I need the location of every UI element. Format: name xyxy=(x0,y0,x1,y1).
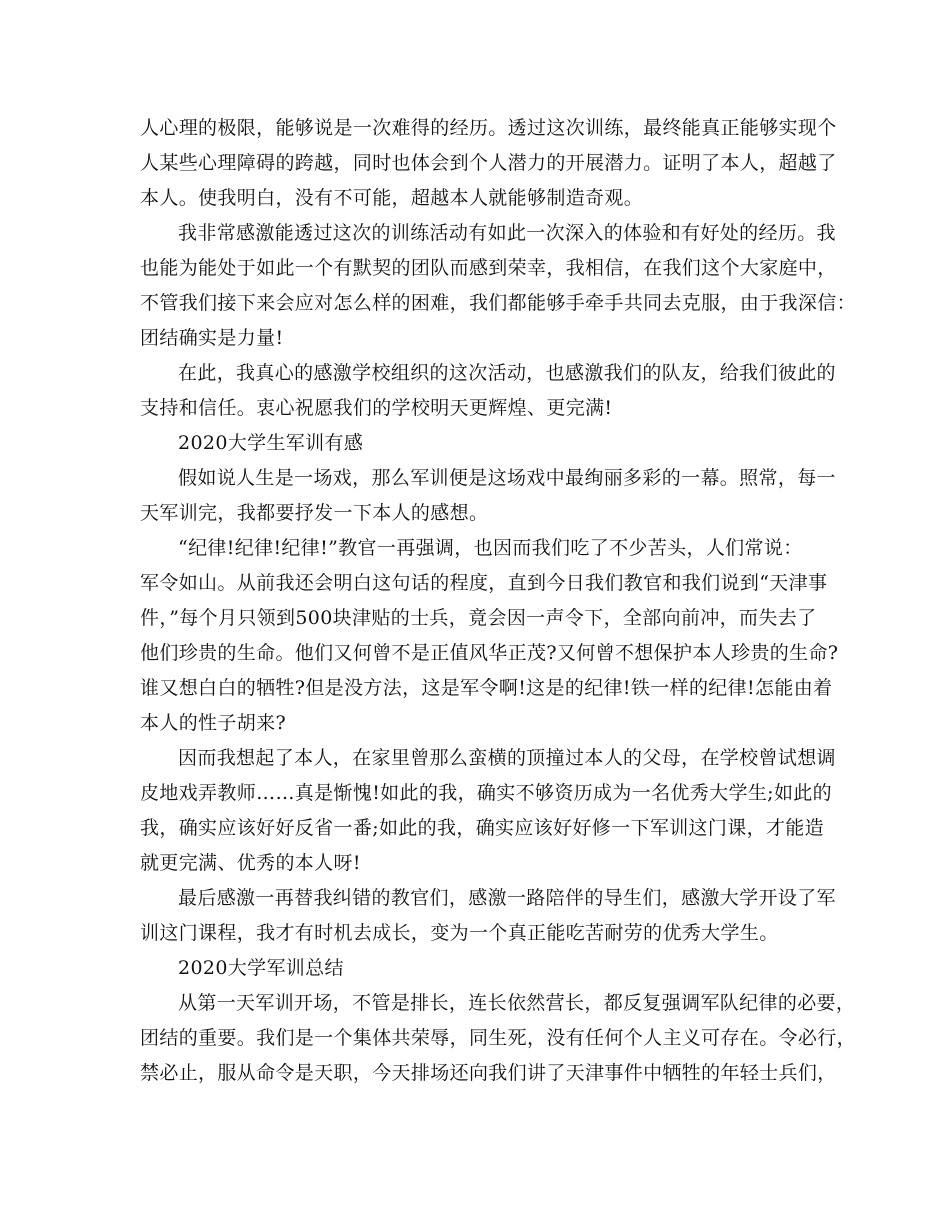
text-line: 件，”每个月只领到500块津贴的士兵，竟会因一声令下，全部向前冲，而失去了 xyxy=(140,607,817,629)
text-line: 训这门课程，我才有时机去成长，变为一个真正能吃苦耐劳的优秀大学生。 xyxy=(140,922,779,944)
text-line: 人心理的极限，能够说是一次难得的经历。透过这次训练，最终能真正能够实现个 xyxy=(140,117,837,139)
text-line: 本人的性子胡来? xyxy=(140,712,286,734)
text-line: 禁必止，服从命令是天职，今天排场还向我们讲了天津事件中牺牲的年轻士兵们， xyxy=(140,1062,837,1084)
text-line: 皮地戏弄教师……真是惭愧!如此的我，确实不够资历成为一名优秀大学生;如此的 xyxy=(140,782,832,804)
text-line: 军令如山。从前我还会明白这句话的程度，直到今日我们教官和我们说到“天津事 xyxy=(140,572,828,594)
text-line: 就更完满、优秀的本人呀! xyxy=(140,852,361,874)
text-line: 我，确实应该好好反省一番;如此的我，确实应该好好修一下军训这门课，才能造 xyxy=(140,817,825,839)
section-heading: 2020大学生军训有感 xyxy=(178,432,364,454)
text-line: 假如说人生是一场戏，那么军训便是这场戏中最绚丽多彩的一幕。照常，每一 xyxy=(178,467,836,489)
text-line: 因而我想起了本人，在家里曾那么蛮横的顶撞过本人的父母，在学校曾试想调 xyxy=(178,747,836,769)
text-line: 团结的重要。我们是一个集体共荣辱，同生死，没有任何个人主义可存在。令必行， xyxy=(140,1027,856,1049)
text-line: 我非常感激能透过这次的训练活动有如此一次深入的体验和有好处的经历。我 xyxy=(178,222,836,244)
text-line: 在此，我真心的感激学校组织的这次活动，也感激我们的队友，给我们彼此的 xyxy=(178,362,836,384)
section-heading: 2020大学军训总结 xyxy=(178,957,344,979)
text-line: 谁又想白白的牺牲?但是没方法，这是军令啊!这是的纪律!铁一样的纪律!怎能由着 xyxy=(140,677,833,699)
text-line: 本人。使我明白，没有不可能，超越本人就能够制造奇观。 xyxy=(140,187,644,209)
text-line: “纪律!纪律!纪律!”教官一再强调，也因而我们吃了不少苦头，人们常说： xyxy=(178,537,803,559)
text-line: 不管我们接下来会应对怎么样的困难，我们都能够手牵手共同去克服，由于我深信： xyxy=(140,292,856,314)
text-line: 支持和信任。衷心祝愿我们的学校明天更辉煌、更完满! xyxy=(140,397,613,419)
text-line: 最后感激一再替我纠错的教官们，感激一路陪伴的导生们，感激大学开设了军 xyxy=(178,887,836,909)
text-line: 人某些心理障碍的跨越，同时也体会到个人潜力的开展潜力。证明了本人，超越了 xyxy=(140,152,837,174)
text-line: 团结确实是力量! xyxy=(140,327,284,349)
text-line: 天军训完，我都要抒发一下本人的感想。 xyxy=(140,502,489,524)
text-line: 也能为能处于如此一个有默契的团队而感到荣幸，我相信，在我们这个大家庭中， xyxy=(140,257,837,279)
text-line: 他们珍贵的生命。他们又何曾不是正值风华正茂?又何曾不想保护本人珍贵的生命? xyxy=(140,642,839,664)
text-line: 从第一天军训开场，不管是排长，连长依然营长，都反复强调军队纪律的必要， xyxy=(178,992,856,1014)
